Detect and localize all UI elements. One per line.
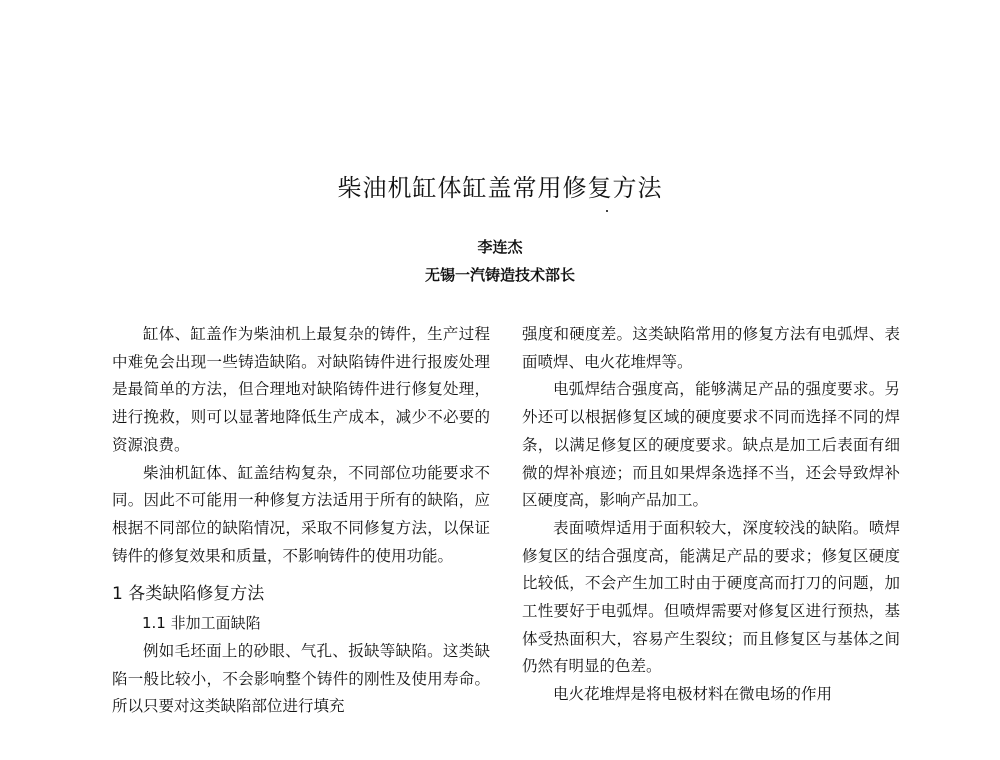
article-title: 柴油机缸体缸盖常用修复方法 [337, 174, 663, 202]
paragraph: 强度和硬度差。这类缺陷常用的修复方法有电弧焊、表面喷焊、电火花堆焊等。 [522, 325, 900, 371]
left-column [112, 321, 490, 721]
paragraph: 电火花堆焊是将电极材料在微电场的作用 [553, 685, 833, 704]
paragraph: 柴油机缸体、缸盖结构复杂，不同部位功能要求不同。因此不可能用一种修复方法适用于所有的缺陷，应根据不同部位的缺陷情况，采取不同修复方法，以保证铸件的修复效果和质量，不影响铸件的使用功能。 [112, 463, 490, 565]
author-affiliation: 无锡一汽铸造技术部长 [424, 266, 575, 284]
right-column [522, 321, 900, 709]
section-heading: 1 各类缺陷修复方法 [112, 584, 265, 605]
subsection-heading: 1.1 非加工面缺陷 [142, 614, 261, 633]
paragraph: 例如毛坯面上的砂眼、气孔、扳缺等缺陷。这类缺陷一般比较小，不会影响整个铸件的刚性及使用寿命。所以只要对这类缺陷部位进行填充 [112, 642, 490, 716]
author-name: 李连杰 [477, 238, 523, 256]
scan-speck [606, 210, 608, 212]
paragraph: 表面喷焊适用于面积较大，深度较浅的缺陷。喷焊修复区的结合强度高，能满足产品的要求；修复区硬度比较低，不会产生加工时由于硬度高而打刀的问题，加工性要好于电弧焊。但喷焊需要对修复区进行预热，基体受热面积大，容易产生裂纹；而且修复区与基体之间仍然有明显的色差。 [522, 518, 900, 676]
paragraph: 电弧焊结合强度高，能够满足产品的强度要求。另外还可以根据修复区域的硬度要求不同而选择不同的焊条，以满足修复区的硬度要求。缺点是加工后表面有细微的焊补痕迹；而且如果焊条选择不当，还会导致焊补区硬度高，影响产品加工。 [522, 380, 900, 510]
paragraph: 缸体、缸盖作为柴油机上最复杂的铸件，生产过程中难免会出现一些铸造缺陷。对缺陷铸件进行报废处理是最简单的方法，但合理地对缺陷铸件进行修复处理，进行挽救，则可以显著地降低生产成本，减少不必要的资源浪费。 [112, 325, 490, 454]
